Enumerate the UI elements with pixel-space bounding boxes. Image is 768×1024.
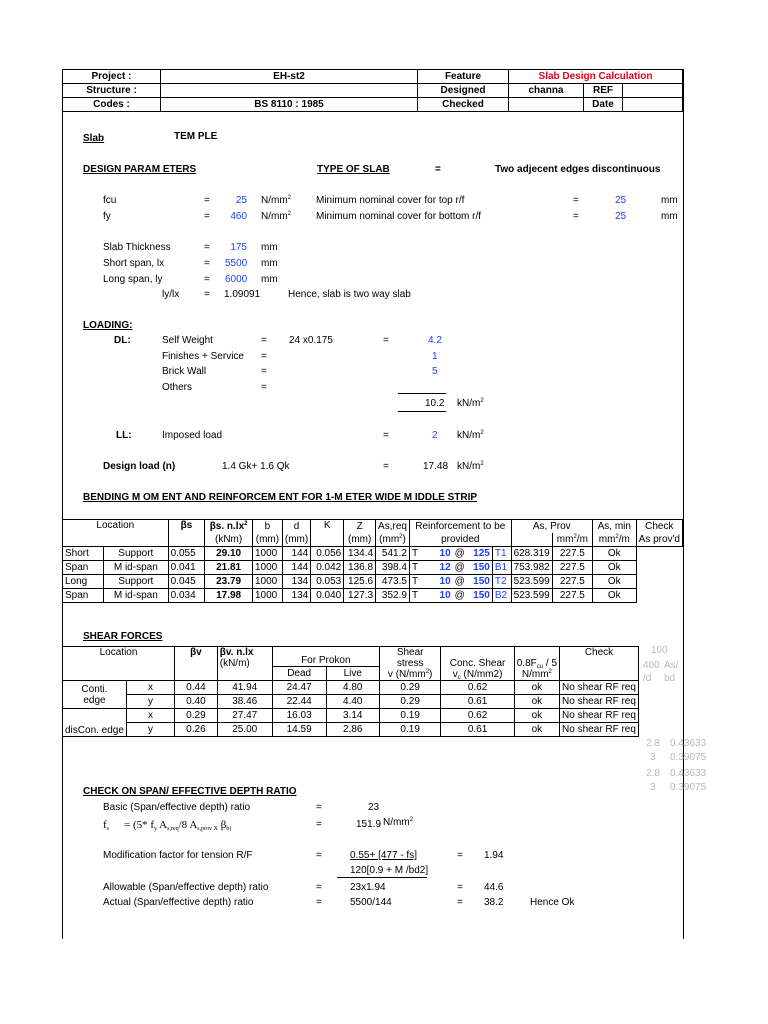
ref-label: REF: [584, 84, 623, 98]
cell-as-prov: 753.982: [511, 561, 552, 575]
eq: =: [457, 882, 463, 893]
eq: =: [316, 819, 322, 830]
col-d: d: [282, 520, 310, 534]
mod-factor-value: 1.94: [484, 850, 504, 861]
side-ratio: 3: [650, 782, 656, 793]
col-check: Check: [560, 647, 639, 681]
shear-heading: SHEAR FORCES: [83, 631, 163, 642]
cell-b: 1000: [252, 589, 282, 603]
cell-conc: 0.62: [441, 709, 514, 723]
fraction-rule: [337, 877, 427, 878]
col-location: Location: [63, 520, 169, 547]
eq: =: [573, 195, 579, 206]
cell-live: 4.40: [326, 695, 379, 709]
col-force: βv. n.lx (kN/m): [217, 647, 272, 681]
cell-bar-type: T: [409, 575, 433, 589]
cell-force: 25.00: [217, 723, 272, 737]
side-ratio: 2.8: [646, 768, 660, 779]
mod-factor-numerator: 0.55+ [477 - fs]: [350, 850, 417, 861]
col-shear-stress: Shear stress v $(N/mm^2)$: [379, 647, 440, 681]
cell-as-min: 227.5: [552, 547, 592, 561]
eq: =: [261, 382, 267, 393]
col-beta-v: βv: [175, 647, 218, 681]
mm-unit: mm: [261, 242, 278, 253]
fy-value: 460: [230, 211, 247, 222]
ratio-value: 1.09091: [224, 289, 261, 300]
cell-check: No shear RF req: [560, 709, 639, 723]
fcu-unit: $N/mm^2$: [261, 195, 292, 206]
cell-beta-s: 0.055: [168, 547, 205, 561]
cell-spacing: 150: [468, 561, 492, 575]
cell-dir: x: [126, 681, 174, 695]
side-as: As/: [664, 660, 679, 671]
mod-factor-label: Modification factor for tension R/F: [103, 850, 253, 861]
col-live: Live: [326, 667, 379, 681]
d-unit: (mm): [282, 533, 310, 547]
ratio-note: Hence, slab is two way slab: [288, 289, 411, 300]
others-label: Others: [162, 382, 193, 393]
cell-stress: 0.29: [379, 695, 440, 709]
cell-spacing: 150: [468, 589, 492, 603]
cell-bar-dia: 12: [433, 561, 452, 575]
eq: =: [383, 461, 389, 472]
side-100: 100: [651, 645, 668, 656]
design-load-value: 17.48: [423, 461, 449, 472]
cell-beta-v: 0.44: [175, 681, 218, 695]
cell-conc: 0.62: [441, 681, 514, 695]
cell-dead: 22.44: [272, 695, 326, 709]
actual-note: Hence Ok: [530, 897, 575, 908]
cell-moment: 17.98: [205, 589, 253, 603]
ratio-label: ly/lx: [162, 289, 180, 300]
as-req-unit: $(mm^2)$: [376, 533, 410, 547]
basic-ratio-value: 23: [368, 802, 380, 813]
type-eq: =: [435, 164, 441, 175]
cell-at: @: [453, 547, 469, 561]
cell-conc: 0.61: [441, 695, 514, 709]
allowable-label: Allowable (Span/effective depth) ratio: [103, 882, 269, 893]
cell-force: 38.46: [217, 695, 272, 709]
cell-live: 3.14: [326, 709, 379, 723]
fcu-value: 25: [235, 195, 247, 206]
cell-moment: 23.79: [205, 575, 253, 589]
row-span: Span: [63, 561, 104, 575]
cell-moment: 29.10: [205, 547, 253, 561]
cell-bar-type: T: [409, 547, 433, 561]
thickness-label: Slab Thickness: [103, 242, 171, 253]
checked-value: [509, 98, 584, 112]
slab-label: Slab: [83, 133, 105, 144]
side-d: /d: [643, 673, 652, 684]
cover-bottom-value: 25: [615, 211, 627, 222]
cell-check: Ok: [592, 589, 636, 603]
cell-b: 1000: [252, 575, 282, 589]
cell-as-req: 541.2: [376, 547, 410, 561]
cell-z: 134.4: [344, 547, 376, 561]
fs-value: 151.9: [356, 819, 382, 830]
eq: =: [204, 258, 210, 269]
imposed-value: 2: [432, 430, 438, 441]
checked-label: Checked: [418, 98, 509, 112]
cell-as-req: 473.5: [376, 575, 410, 589]
col-check: Check: [636, 520, 682, 534]
cell-stress: 0.19: [379, 709, 440, 723]
cell-k: 0.053: [311, 575, 344, 589]
fy-label: fy: [103, 211, 111, 222]
col-limit: $0.8F_{cu} / 5$ $N/mm^2$: [514, 647, 559, 681]
loading-heading: LOADING:: [83, 320, 133, 331]
row-position: M id-span: [104, 589, 169, 603]
cell-check: Ok: [592, 547, 636, 561]
cell-beta-v: 0.40: [175, 695, 218, 709]
table-row: [63, 547, 683, 561]
thickness-value: 175: [230, 242, 247, 253]
project-value: EH-st2: [161, 70, 418, 84]
group-conti-edge: Conti. edge: [63, 681, 127, 709]
side-value: 0.43633: [670, 738, 707, 749]
cell-moment: 21.81: [205, 561, 253, 575]
design-load-label: Design load (n): [103, 461, 176, 472]
eq: =: [261, 335, 267, 346]
actual-value: 38.2: [484, 897, 504, 908]
type-of-slab-heading: TYPE OF SLAB: [317, 164, 390, 175]
cell-dir: y: [126, 723, 174, 737]
date-value: [623, 98, 683, 112]
load-unit: $kN/m^2$: [457, 398, 484, 409]
cell-bar-dia: 10: [433, 547, 452, 561]
allowable-value: 44.6: [484, 882, 504, 893]
cell-mark: B2: [492, 589, 511, 603]
imposed-label: Imposed load: [162, 430, 223, 441]
eq: =: [316, 802, 322, 813]
cell-spacing: 125: [468, 547, 492, 561]
table-row: [63, 723, 639, 737]
cell-limit: ok: [514, 709, 559, 723]
sum-rule: [398, 393, 446, 394]
eq: =: [383, 430, 389, 441]
design-params-heading: DESIGN PARAM ETERS: [83, 164, 197, 175]
cell-k: 0.056: [311, 547, 344, 561]
as-prov-blank: [511, 533, 552, 547]
dl-total: 10.2: [425, 398, 445, 409]
cell-beta-v: 0.29: [175, 709, 218, 723]
cell-b: 1000: [252, 561, 282, 575]
cell-force: 41.94: [217, 681, 272, 695]
short-span-label: Short span, lx: [103, 258, 165, 269]
eq: =: [316, 850, 322, 861]
cell-as-req: 398.4: [376, 561, 410, 575]
fcu-label: fcu: [103, 195, 117, 206]
self-weight-label: Self Weight: [162, 335, 213, 346]
col-dead: Dead: [272, 667, 326, 681]
side-value: 0.39075: [670, 782, 707, 793]
col-moment: βs. $n.lx^2$: [205, 520, 253, 534]
cell-stress: 0.19: [379, 723, 440, 737]
eq: =: [204, 195, 210, 206]
moment-unit: (kNm): [205, 533, 253, 547]
cell-bar-type: T: [409, 561, 433, 575]
cell-as-prov: 628.319: [511, 547, 552, 561]
header-table: [62, 69, 683, 112]
slab-name: TEM PLE: [174, 131, 218, 142]
col-as-req: As,req: [376, 520, 410, 534]
cell-d: 144: [282, 547, 310, 561]
col-beta-s: βs: [168, 520, 205, 547]
cell-limit: ok: [514, 723, 559, 737]
dl-label: DL:: [114, 335, 131, 346]
fs-formula: = (5* $f_y$ $A_{s,req}/8$ $A_{s,prov X}$ $\beta_{b)}$: [124, 819, 232, 832]
cell-dead: 24.47: [272, 681, 326, 695]
row-span: Long: [63, 575, 104, 589]
col-b: b: [252, 520, 282, 534]
side-bd: bd: [664, 673, 676, 684]
feature-label: Feature: [418, 70, 509, 84]
cell-check: No shear RF req: [560, 723, 639, 737]
cell-live: 4.80: [326, 681, 379, 695]
eq: =: [457, 850, 463, 861]
eq: =: [457, 897, 463, 908]
cell-at: @: [453, 561, 469, 575]
side-value: 0.43633: [670, 768, 707, 779]
eq: =: [261, 351, 267, 362]
cell-mark: T2: [492, 575, 511, 589]
deflection-heading: CHECK ON SPAN/ EFFECTIVE DEPTH RATIO: [83, 786, 297, 797]
cell-conc: 0.61: [441, 723, 514, 737]
as-prov-unit: $mm^2/m$: [552, 533, 592, 547]
fs-unit: $N/mm^2$: [383, 817, 414, 828]
cell-d: 144: [282, 561, 310, 575]
cell-limit: ok: [514, 681, 559, 695]
table-row: [63, 709, 639, 723]
project-label: Project :: [63, 70, 161, 84]
table-row: [63, 681, 639, 695]
z-unit: (mm): [344, 533, 376, 547]
mm-unit: mm: [661, 195, 678, 206]
cell-at: @: [453, 575, 469, 589]
cell-d: 134: [282, 575, 310, 589]
side-ratio: 2.8: [646, 738, 660, 749]
structure-value: [161, 84, 418, 98]
cell-check: No shear RF req: [560, 681, 639, 695]
basic-ratio-label: Basic (Span/effective depth) ratio: [103, 802, 251, 813]
side-value: 0.39075: [670, 752, 707, 763]
col-as-prov: As, Prov: [511, 520, 592, 534]
cover-top-label: Minimum nominal cover for top r/f: [316, 195, 465, 206]
ll-label: LL:: [116, 430, 132, 441]
long-span-value: 6000: [225, 274, 248, 285]
load-unit: $kN/m^2$: [457, 430, 484, 441]
cell-as-req: 352.9: [376, 589, 410, 603]
reinf-provided: provided: [409, 533, 511, 547]
designed-value: channa: [509, 84, 584, 98]
cell-bar-dia: 10: [433, 575, 452, 589]
mod-factor-denominator: 120[0.9 + M /bd2]: [350, 865, 429, 876]
cell-check: No shear RF req: [560, 695, 639, 709]
cell-limit: ok: [514, 695, 559, 709]
col-as-min: As, min: [592, 520, 636, 534]
cell-dir: y: [126, 695, 174, 709]
cell-dead: 14.59: [272, 723, 326, 737]
cell-z: 136.8: [344, 561, 376, 575]
cell-dead: 16.03: [272, 709, 326, 723]
cell-live: 2.86: [326, 723, 379, 737]
cell-bar-type: T: [409, 589, 433, 603]
cell-force: 27.47: [217, 709, 272, 723]
fs-label: $f_s$: [103, 819, 110, 832]
cell-k: 0.040: [311, 589, 344, 603]
finishes-value: 1: [432, 351, 438, 362]
check-sub: As prov'd: [636, 533, 682, 547]
eq: =: [573, 211, 579, 222]
cell-b: 1000: [252, 547, 282, 561]
table-row: [63, 575, 683, 589]
mm-unit: mm: [661, 211, 678, 222]
date-label: Date: [584, 98, 623, 112]
ref-value: [623, 84, 683, 98]
eq: =: [316, 882, 322, 893]
row-span: Span: [63, 589, 104, 603]
col-prokon: For Prokon: [272, 647, 379, 667]
self-weight-value: 4.2: [428, 335, 442, 346]
eq: =: [316, 897, 322, 908]
col-reinforcement: Reinforcement to be: [409, 520, 511, 534]
cell-as-prov: 523.599: [511, 589, 552, 603]
sum-rule: [398, 411, 446, 412]
cell-stress: 0.29: [379, 681, 440, 695]
cell-as-min: 227.5: [552, 561, 592, 575]
codes-value: BS 8110 : 1985: [161, 98, 418, 112]
brick-wall-value: 5: [432, 366, 438, 377]
fy-unit: $N/mm^2$: [261, 211, 292, 222]
group-discon-edge: disCon. edge: [63, 709, 127, 737]
col-z: Z: [344, 520, 376, 534]
cell-d: 134: [282, 589, 310, 603]
cell-as-min: 227.5: [552, 589, 592, 603]
row-span: Short: [63, 547, 104, 561]
col-conc-shear: Conc. Shear $v_c$ (N/mm2): [441, 647, 514, 681]
cell-check: Ok: [592, 561, 636, 575]
allowable-calc: 23x1.94: [350, 882, 386, 893]
eq: =: [204, 211, 210, 222]
mm-unit: mm: [261, 258, 278, 269]
brick-wall-label: Brick Wall: [162, 366, 207, 377]
eq: =: [204, 274, 210, 285]
mm-unit: mm: [261, 274, 278, 285]
self-weight-calc: 24 x0.175: [289, 335, 333, 346]
cell-beta-s: 0.041: [168, 561, 205, 575]
structure-label: Structure :: [63, 84, 161, 98]
actual-label: Actual (Span/effective depth) ratio: [103, 897, 254, 908]
codes-label: Codes :: [63, 98, 161, 112]
cell-mark: T1: [492, 547, 511, 561]
type-of-slab-value: Two adjecent edges discontinuous: [495, 164, 661, 175]
eq: =: [383, 335, 389, 346]
as-min-unit: $mm^2/m$: [592, 533, 636, 547]
cell-as-prov: 523.599: [511, 575, 552, 589]
cell-beta-v: 0.26: [175, 723, 218, 737]
finishes-label: Finishes + Service: [162, 351, 244, 362]
eq: =: [204, 289, 210, 300]
row-position: M id-span: [104, 561, 169, 575]
designed-label: Designed: [418, 84, 509, 98]
short-span-value: 5500: [225, 258, 248, 269]
eq: =: [204, 242, 210, 253]
actual-calc: 5500/144: [350, 897, 392, 908]
table-row: [63, 589, 683, 603]
feature-value: Slab Design Calculation: [509, 70, 683, 84]
design-load-formula: 1.4 Gk+ 1.6 Qk: [222, 461, 290, 472]
load-unit: $kN/m^2$: [457, 461, 484, 472]
cell-bar-dia: 10: [433, 589, 452, 603]
cell-as-min: 227.5: [552, 575, 592, 589]
table-row: [63, 695, 639, 709]
side-ratio: 3: [650, 752, 656, 763]
col-k: K: [311, 520, 344, 547]
table-row: [63, 561, 683, 575]
row-position: Support: [104, 547, 169, 561]
cell-k: 0.042: [311, 561, 344, 575]
cover-bottom-label: Minimum nominal cover for bottom r/f: [316, 211, 482, 222]
cell-dir: x: [126, 709, 174, 723]
cover-top-value: 25: [615, 195, 627, 206]
cell-z: 127.3: [344, 589, 376, 603]
bending-heading: BENDING M OM ENT AND REINFORCEM ENT FOR 1-M ETER WIDE M IDDLE STRIP: [83, 492, 478, 503]
col-location: Location: [63, 647, 175, 681]
long-span-label: Long span, ly: [103, 274, 163, 285]
bending-table: [62, 519, 683, 603]
cell-at: @: [453, 589, 469, 603]
b-unit: (mm): [252, 533, 282, 547]
cell-beta-s: 0.034: [168, 589, 205, 603]
cell-spacing: 150: [468, 575, 492, 589]
shear-table: [62, 646, 639, 737]
side-400: 400: [643, 660, 660, 671]
cell-check: Ok: [592, 575, 636, 589]
cell-beta-s: 0.045: [168, 575, 205, 589]
row-position: Support: [104, 575, 169, 589]
cell-z: 125.6: [344, 575, 376, 589]
cell-mark: B1: [492, 561, 511, 575]
eq: =: [261, 366, 267, 377]
